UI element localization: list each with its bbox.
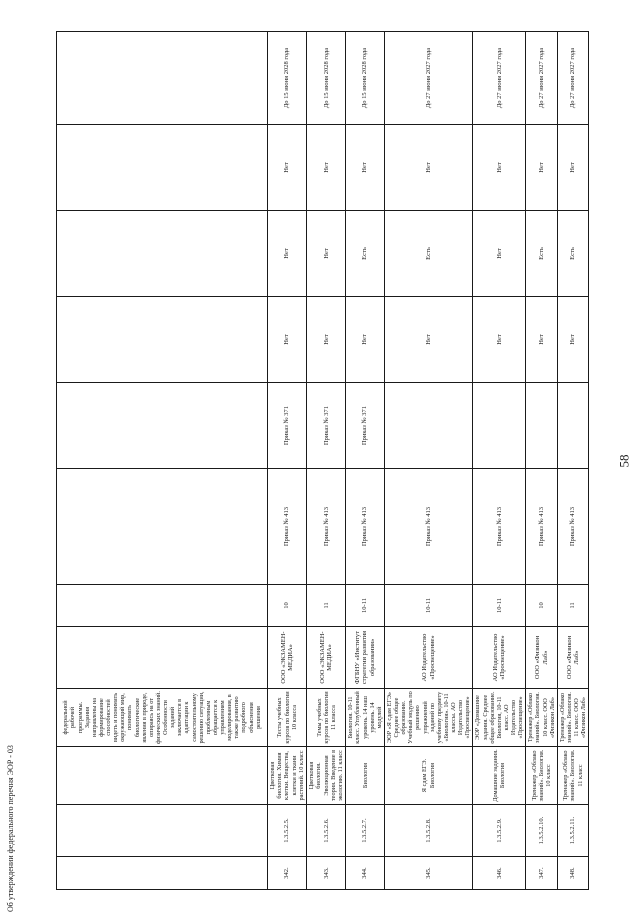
cell-col-c: Нет <box>346 125 385 211</box>
cell-term: До 27 июня 2027 года <box>526 32 558 125</box>
cell-term: До 27 июня 2027 года <box>384 32 473 125</box>
cell-code: 1.3.5.2.6. <box>307 805 346 857</box>
cell-num: 342. <box>268 857 307 890</box>
cell-col-a: Нет <box>557 297 589 383</box>
cell-name: Биология <box>346 747 385 805</box>
cell-order1: Приказ № 413 <box>557 469 589 585</box>
cell-order2 <box>473 383 526 469</box>
cell-num: 344. <box>346 857 385 890</box>
cell-org: ФГБНУ «Институт стратегии развития образования» <box>346 627 385 689</box>
cell-empty <box>57 125 268 211</box>
cell-empty <box>57 805 268 857</box>
cell-desc: Биология. 10-11 класс. Углубленный уровень. 14 наш уровень. 14 модулей <box>346 689 385 747</box>
cell-desc: федеральной рабочей программы. Задания направлены на формирование способностей видеть и понимать окружающий мир, понимать биологические явления в природе, опираясь на от физических знаний. Особенности заданий заключается в адаптации к самостоятельному решению ситуации, проблемным обращается к управлениям моделирования, в также развитию подробного объяснения решения <box>57 689 268 747</box>
cell-col-c: Нет <box>473 125 526 211</box>
cell-order2: Приказ № 371 <box>307 383 346 469</box>
cell-num: 345. <box>384 857 473 890</box>
cell-num: 347. <box>526 857 558 890</box>
cell-code: 1.3.5.2.5. <box>268 805 307 857</box>
cell-grade: 10 <box>526 585 558 627</box>
table-row <box>557 32 589 890</box>
table-row <box>473 32 526 890</box>
table-row <box>384 32 473 890</box>
cell-empty <box>57 297 268 383</box>
cell-empty <box>57 211 268 297</box>
cell-order1: Приказ № 413 <box>268 469 307 585</box>
table-row <box>307 32 346 890</box>
footer-note-text: Об утверждении федерального перечня ЭОР - 03 <box>6 745 15 912</box>
cell-order1: Приказ № 413 <box>307 469 346 585</box>
cell-empty <box>57 857 268 890</box>
cell-col-b: Нет <box>307 211 346 297</box>
cell-org: ООО «Физикон Лаб» <box>557 627 589 689</box>
cell-empty <box>57 383 268 469</box>
cell-name: Цветковая биология. Химия клетки. Вещества, клетки и ткани растений. 10 класс <box>268 747 307 805</box>
cell-grade: 10 <box>268 585 307 627</box>
cell-col-c: Нет <box>384 125 473 211</box>
cell-order1: Приказ № 413 <box>526 469 558 585</box>
cell-grade: 11 <box>307 585 346 627</box>
page-number <box>612 442 636 480</box>
cell-col-a: Нет <box>346 297 385 383</box>
cell-org: АО Издательство «Просвещение» <box>473 627 526 689</box>
cell-name: Домашние задания. Биология <box>473 747 526 805</box>
cell-desc: Темы учебных курсов по биологии 11 класса <box>307 689 346 747</box>
cell-code: 1.3.5.2.11. <box>557 805 589 857</box>
cell-code: 1.3.5.2.7. <box>346 805 385 857</box>
cell-col-c: Нет <box>268 125 307 211</box>
cell-desc: Тесты учебных курсов по биологии 10 класса <box>268 689 307 747</box>
cell-name: Цветковая биология. Эволюционная теория. Введение в экологию. 11 класс <box>307 747 346 805</box>
cell-name: Тренажер «Облако знаний». Биология. 11 класс <box>557 747 589 805</box>
cell-col-a: Нет <box>473 297 526 383</box>
cell-grade: 11 <box>557 585 589 627</box>
cell-term: До 27 июня 2027 года <box>557 32 589 125</box>
cell-order2 <box>384 383 473 469</box>
cell-col-c: Нет <box>307 125 346 211</box>
cell-grade: 10-11 <box>346 585 385 627</box>
cell-order1: Приказ № 413 <box>384 469 473 585</box>
cell-order2 <box>557 383 589 469</box>
cell-col-a: Нет <box>526 297 558 383</box>
cell-term: До 27 июня 2027 года <box>473 32 526 125</box>
cell-desc: ЭОР «Я сдам ЕГЭ» Среднее общее образование. Учебный модуль по решению упражнений заданий по учебному предмету «Биология». 10-11 классы. АО Издательство «Просвещение» <box>384 689 473 747</box>
cell-order1: Приказ № 413 <box>346 469 385 585</box>
cell-org: АО Издательство «Просвещение» <box>384 627 473 689</box>
cell-code: 1.3.5.2.9. <box>473 805 526 857</box>
cell-term: До 15 июня 2028 года <box>307 32 346 125</box>
rotated-sheet <box>56 32 586 890</box>
cell-num: 343. <box>307 857 346 890</box>
cell-name: Тренажер «Облако знаний». Биология. 10 класс <box>526 747 558 805</box>
table-row <box>268 32 307 890</box>
cell-col-b: Есть <box>346 211 385 297</box>
cell-name: Я сдам ЕГЭ. Биология <box>384 747 473 805</box>
cell-desc: Тренажер «Облако знаний». Биология. 11 класс. ООО «Физикон Лаб» <box>557 689 589 747</box>
cell-term: До 15 июня 2028 года <box>268 32 307 125</box>
cell-order2: Приказ № 371 <box>268 383 307 469</box>
cell-num: 348. <box>557 857 589 890</box>
cell-grade: 10-11 <box>384 585 473 627</box>
table-row-continuation <box>57 32 268 890</box>
cell-empty <box>57 585 268 627</box>
cell-col-c: Нет <box>526 125 558 211</box>
cell-code: 1.3.5.2.8. <box>384 805 473 857</box>
cell-grade: 10-11 <box>473 585 526 627</box>
cell-code: 1.3.5.2.10. <box>526 805 558 857</box>
cell-order2 <box>526 383 558 469</box>
cell-col-a: Нет <box>307 297 346 383</box>
page-number-text: 58 <box>616 454 631 468</box>
cell-col-c: Нет <box>557 125 589 211</box>
eor-table <box>56 31 589 890</box>
cell-col-b: Нет <box>268 211 307 297</box>
cell-empty <box>57 469 268 585</box>
cell-col-b: Есть <box>557 211 589 297</box>
cell-org: ООО «Физикон Лаб» <box>526 627 558 689</box>
cell-desc: ЭОР «Домашние задания. Среднее общее образование. Биология, 10-11 класс. АО Издательство «Просвещение» <box>473 689 526 747</box>
cell-order2: Приказ № 371 <box>346 383 385 469</box>
cell-empty <box>57 627 268 689</box>
cell-col-b: Есть <box>526 211 558 297</box>
cell-col-a: Нет <box>384 297 473 383</box>
cell-term: До 15 июня 2028 года <box>346 32 385 125</box>
cell-num: 346. <box>473 857 526 890</box>
table-row <box>346 32 385 890</box>
cell-col-a: Нет <box>268 297 307 383</box>
cell-org: ООО «ЭКЗАМЕН-МЕДИА» <box>268 627 307 689</box>
cell-desc: Тренажер «Облако знаний». Биология. 10 класс. ООО «Физикон Лаб» <box>526 689 558 747</box>
cell-order1: Приказ № 413 <box>473 469 526 585</box>
cell-org: ООО «ЭКЗАМЕН-МЕДИА» <box>307 627 346 689</box>
cell-col-b: Нет <box>473 211 526 297</box>
cell-empty <box>57 32 268 125</box>
table-row <box>526 32 558 890</box>
cell-col-b: Есть <box>384 211 473 297</box>
cell-empty <box>57 747 268 805</box>
